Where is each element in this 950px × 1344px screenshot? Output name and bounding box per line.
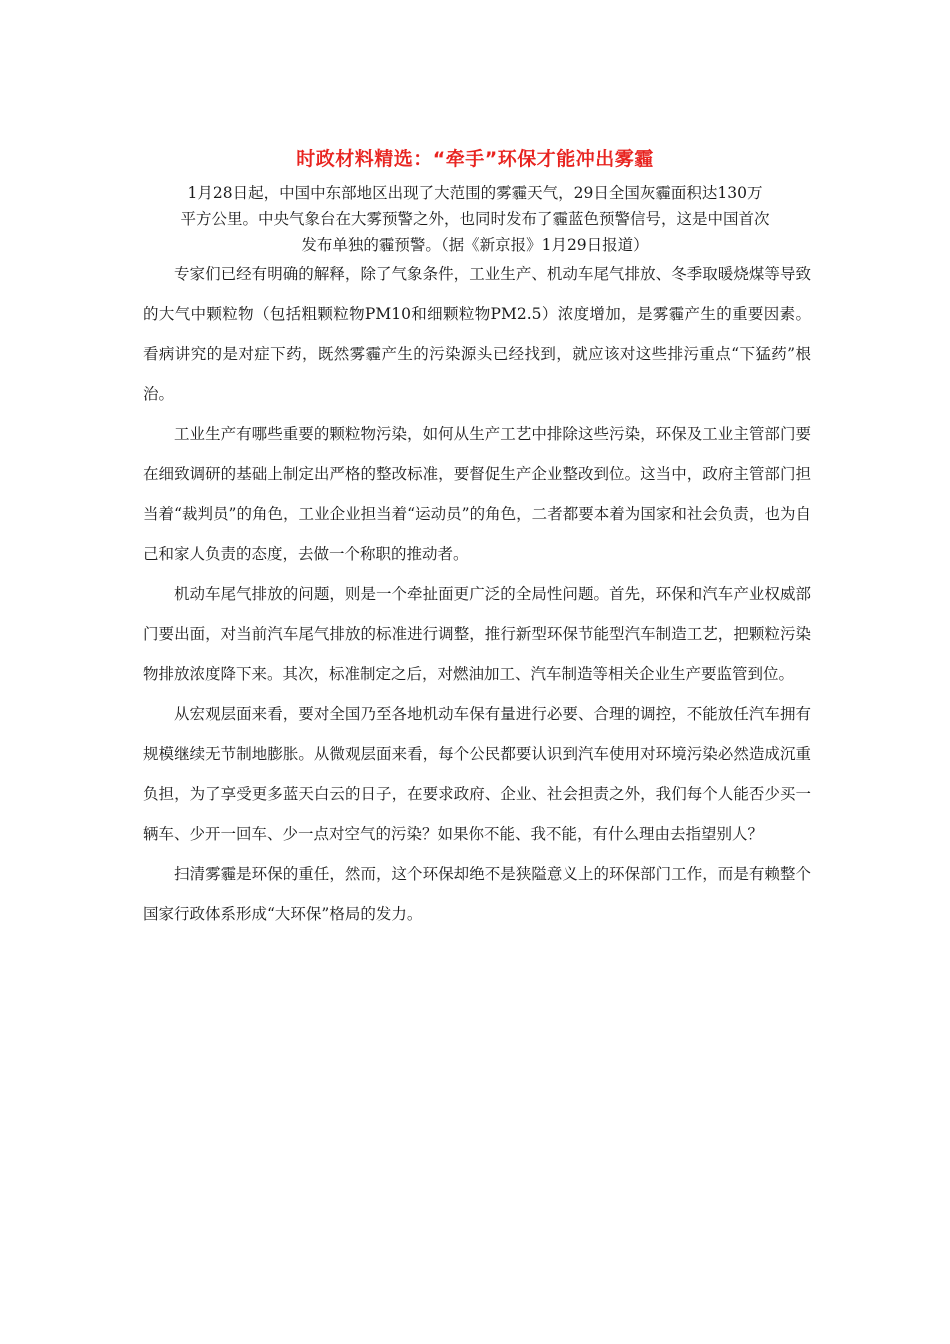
paragraph: 从宏观层面来看，要对全国乃至各地机动车保有量进行必要、合理的调控，不能放任汽车拥有规模继续无节制地膨胀。从微观层面来看，每个公民都要认识到汽车使用对环境污染必然造成沉重负担，为了享受更多蓝天白云的日子，在要求政府、企业、社会担责之外，我们每个人能否少买一辆车、少开一回车、少一点对空气的污染？如果你不能、我不能，有什么理由去指望别人？	[143, 705, 811, 843]
paragraph: 专家们已经有明确的解释，除了气象条件，工业生产、机动车尾气排放、冬季取暖烧煤等导致的大气中颗粒物（包括粗颗粒物PM10和细颗粒物PM2.5）浓度增加，是雾霾产生的重要因素。看病讲究的是对症下药，既然雾霾产生的污染源头已经找到，就应该对这些排污重点“下猛药”根治。	[143, 265, 811, 403]
paragraph: 工业生产有哪些重要的颗粒物污染，如何从生产工艺中排除这些污染，环保及工业主管部门要在细致调研的基础上制定出严格的整改标准，要督促生产企业整改到位。这当中，政府主管部门担当着“裁判员”的角色，工业企业担当着“运动员”的角色，二者都要本着为国家和社会负责，也为自己和家人负责的态度，去做一个称职的推动者。	[143, 425, 811, 563]
article-body	[143, 254, 811, 934]
paragraph: 扫清雾霾是环保的重任，然而，这个环保却绝不是狭隘意义上的环保部门工作，而是有赖整个国家行政体系形成“大环保”格局的发力。	[143, 865, 811, 923]
article-title: 时政材料精选：“牵手”环保才能冲出雾霾	[296, 148, 654, 170]
article-lead: 1月28日起，中国中东部地区出现了大范围的雾霾天气，29日全国灰霾面积达130万平方公里。中央气象台在大雾预警之外，也同时发布了霾蓝色预警信号，这是中国首次发布单独的霾预警。（据《新京报》1月29日报道）	[180, 184, 770, 254]
paragraph: 机动车尾气排放的问题，则是一个牵扯面更广泛的全局性问题。首先，环保和汽车产业权威部门要出面，对当前汽车尾气排放的标准进行调整，推行新型环保节能型汽车制造工艺，把颗粒污染物排放浓度降下来。其次，标准制定之后，对燃油加工、汽车制造等相关企业生产要监管到位。	[143, 585, 811, 683]
